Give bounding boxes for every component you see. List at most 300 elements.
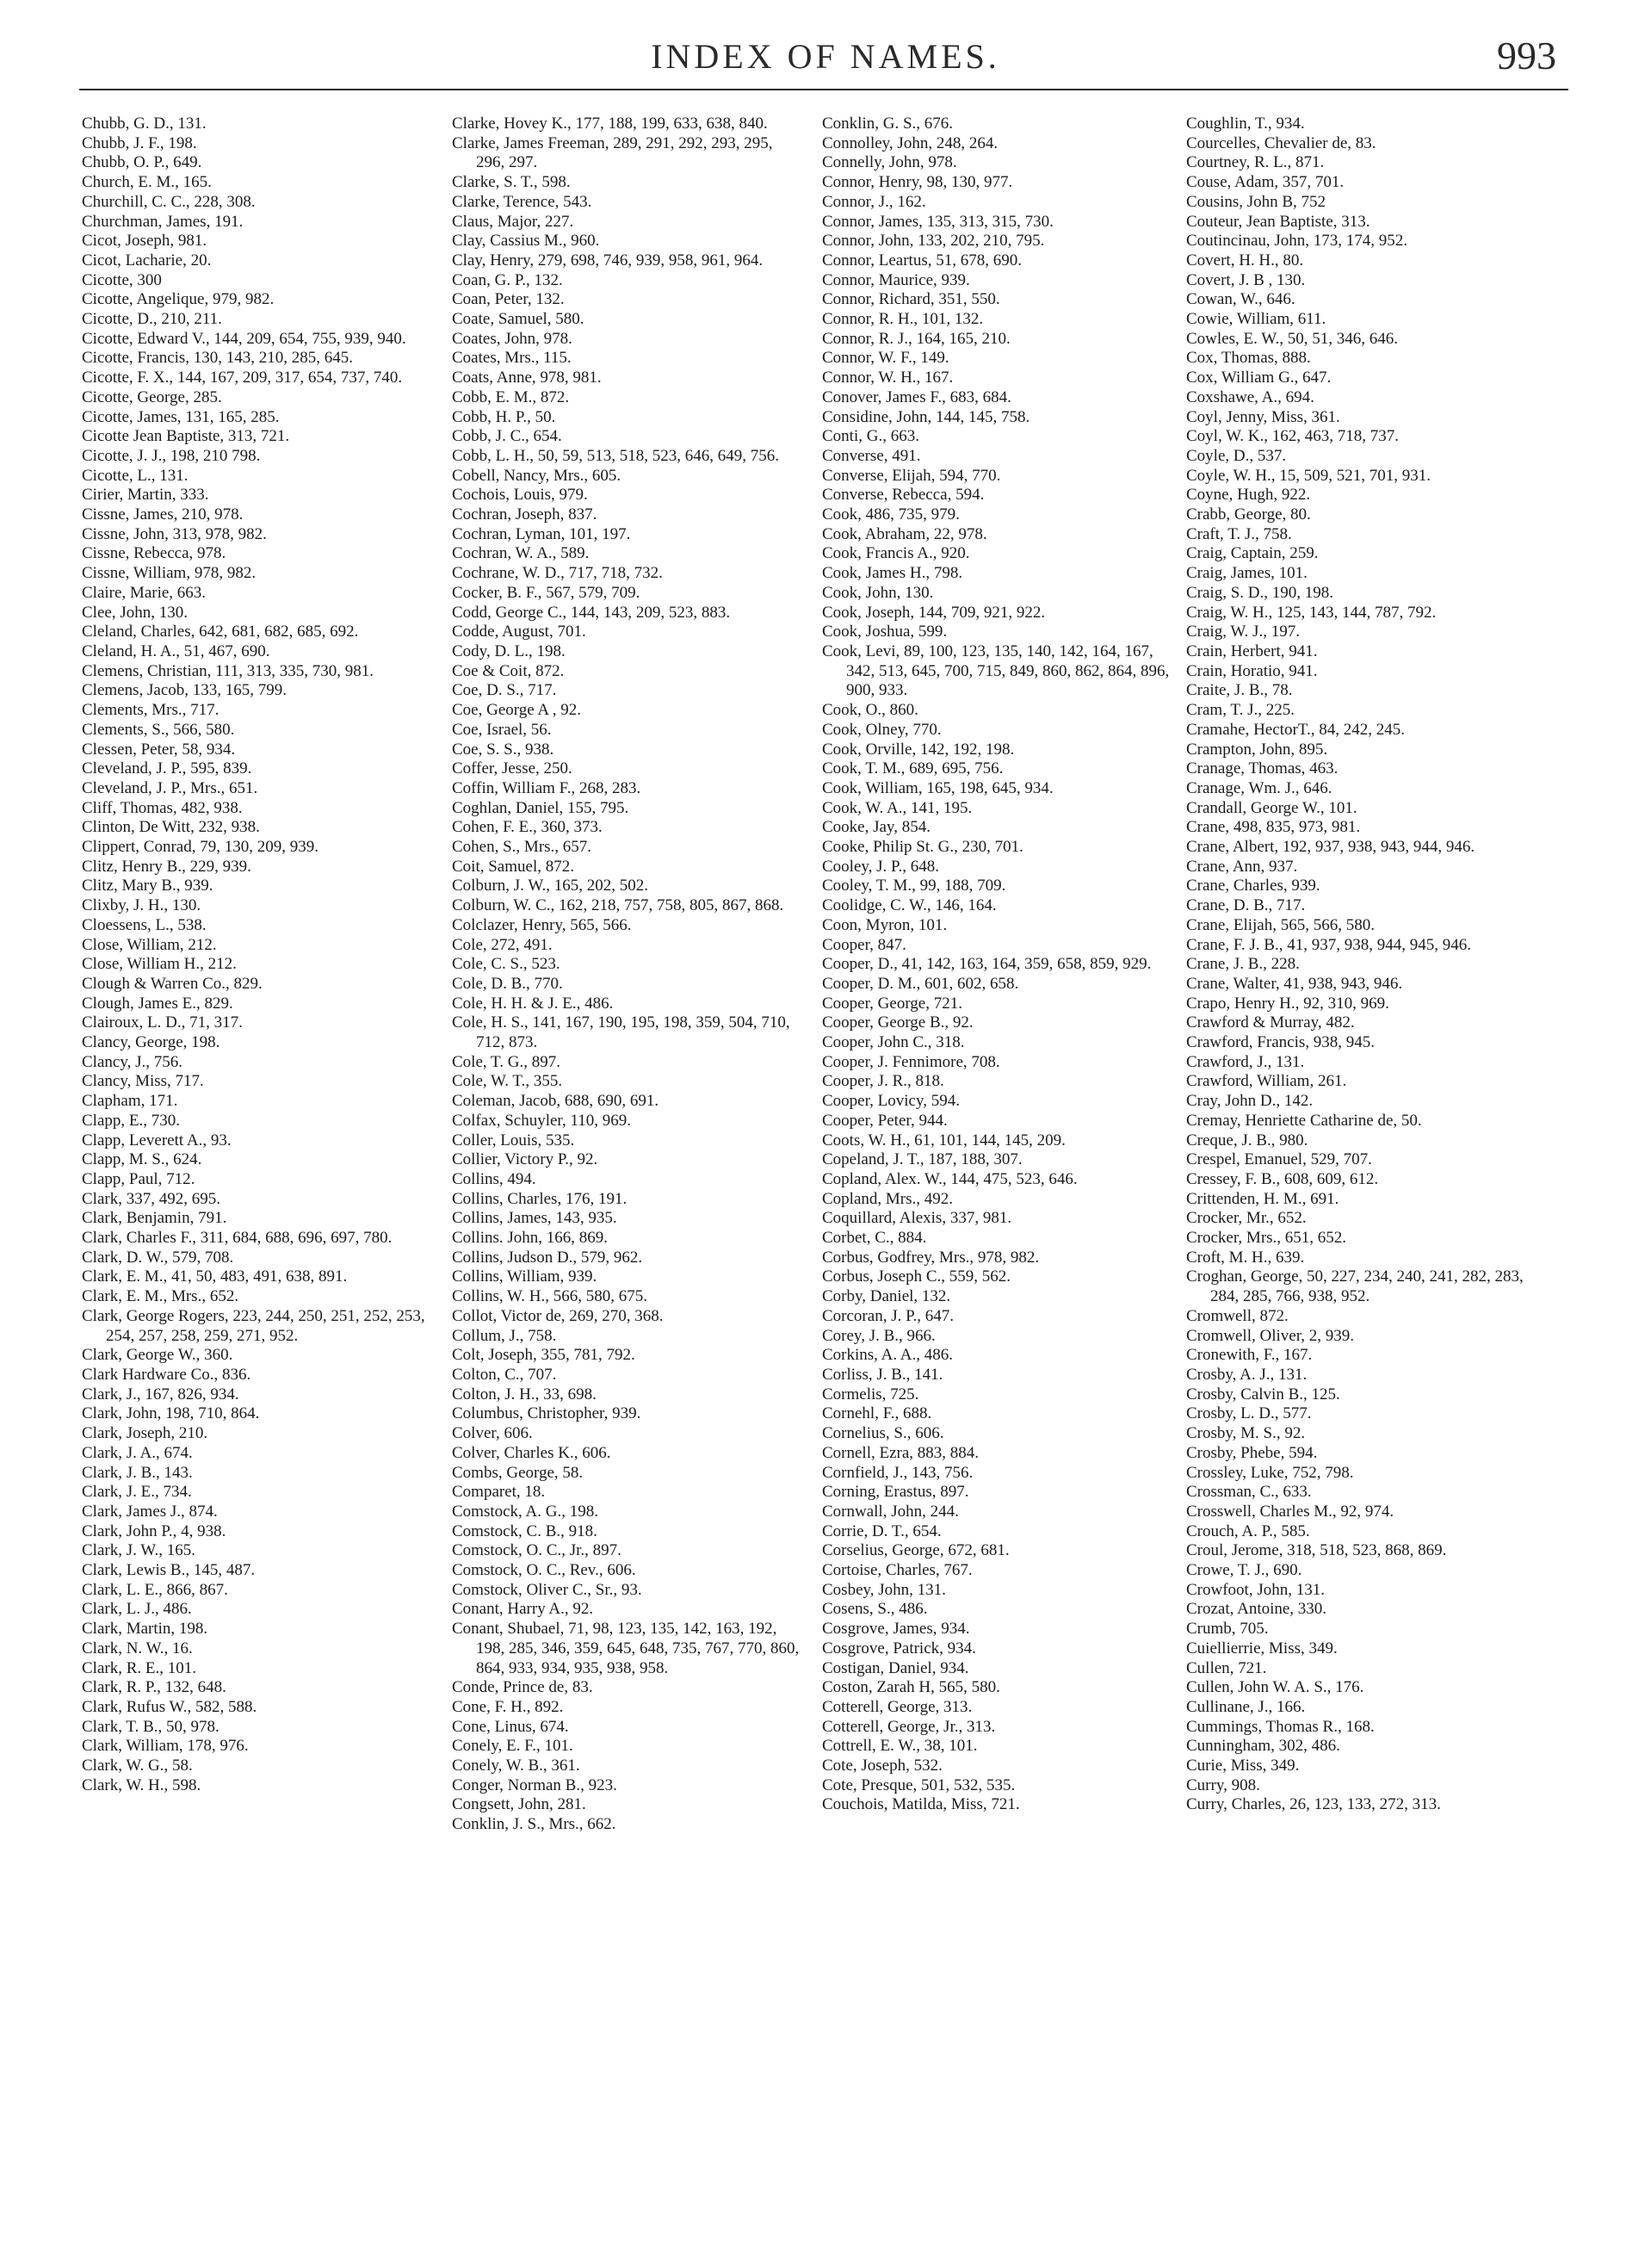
index-entry: Crane, J. B., 228.: [1186, 955, 1300, 974]
index-entry: Cortoise, Charles, 767.: [822, 1561, 973, 1580]
index-entry: Copland, Alex. W., 144, 475, 523, 646.: [822, 1169, 1078, 1188]
page-number: 993: [1497, 34, 1556, 77]
index-entry: Cornfield, J., 143, 756.: [822, 1463, 974, 1482]
index-entry: Close, William, 212.: [82, 935, 217, 954]
index-entry: Clairoux, L. D., 71, 317.: [82, 1013, 243, 1032]
index-entry: Cicotte, George, 285.: [82, 387, 222, 406]
index-entry: Connolley, John, 248, 264.: [822, 133, 999, 152]
index-entry: Clark, E. M., Mrs., 652.: [82, 1287, 239, 1306]
index-entry: Cook, Orville, 142, 192, 198.: [822, 740, 1015, 759]
index-entry: Cook, Levi, 89, 100, 123, 135, 140, 142, 164, 167, 342, 513, 645, 700, 715, 849, 860, 862, 864, 896, 900, 933.: [822, 641, 1170, 700]
index-entry: Clark, William, 178, 976.: [82, 1737, 249, 1756]
index-entry: Coutincinau, John, 173, 174, 952.: [1186, 232, 1408, 251]
index-entry: Collins, James, 143, 935.: [452, 1209, 617, 1228]
index-entry: Cook, 486, 735, 979.: [822, 505, 960, 524]
index-entry: Conde, Prince de, 83.: [452, 1678, 593, 1697]
index-entry: Coe, S. S., 938.: [452, 740, 554, 759]
index-entry: Corrie, D. T., 654.: [822, 1521, 942, 1540]
index-entry: Clark, W. G., 58.: [82, 1757, 193, 1775]
index-entry: Cody, D. L., 198.: [452, 641, 566, 660]
index-entry: Coe, D. S., 717.: [452, 681, 557, 700]
index-entry: Cosgrove, Patrick, 934.: [822, 1639, 976, 1658]
index-entry: Clinton, De Witt, 232, 938.: [82, 818, 260, 837]
index-entry: Collum, J., 758.: [452, 1326, 557, 1345]
index-entry: Crowfoot, John, 131.: [1186, 1580, 1325, 1599]
index-entry: Coyne, Hugh, 922.: [1186, 486, 1311, 505]
index-entry: Cooley, J. P., 648.: [822, 857, 940, 876]
index-entry: Crawford, William, 261.: [1186, 1072, 1347, 1091]
index-entry: Cook, William, 165, 198, 645, 934.: [822, 778, 1054, 797]
index-entry: Crane, Charles, 939.: [1186, 877, 1320, 895]
index-entry: Considine, John, 144, 145, 758.: [822, 407, 1030, 426]
index-entry: Cole, T. G., 897.: [452, 1052, 560, 1071]
index-entry: Cullen, 721.: [1186, 1658, 1267, 1677]
index-entry: Cronewith, F., 167.: [1186, 1346, 1313, 1365]
index-entry: Clark, J. W., 165.: [82, 1541, 195, 1560]
index-entry: Clancy, Miss, 717.: [82, 1072, 204, 1091]
index-entry: Converse, Rebecca, 594.: [822, 486, 985, 505]
index-entry: Crane, Ann, 937.: [1186, 857, 1298, 876]
index-entry: Coe & Coit, 872.: [452, 661, 565, 680]
index-entry: Coates, Mrs., 115.: [452, 349, 572, 368]
index-entry: Clancy, J., 756.: [82, 1052, 182, 1071]
index-entry: Cote, Presque, 501, 532, 535.: [822, 1775, 1016, 1794]
index-column-2: [452, 115, 801, 1835]
index-entry: Clark, J. B., 143.: [82, 1463, 193, 1482]
index-entry: Clay, Henry, 279, 698, 746, 939, 958, 961, 964.: [452, 251, 764, 270]
index-entry: Clippert, Conrad, 79, 130, 209, 939.: [82, 838, 318, 857]
index-entry: Clixby, J. H., 130.: [82, 896, 201, 915]
index-entry: Coats, Anne, 978, 981.: [452, 369, 602, 387]
index-entry: Cohen, S., Mrs., 657.: [452, 838, 592, 857]
index-entry: Clark, R. E., 101.: [82, 1658, 196, 1677]
index-entry: Cooke, Philip St. G., 230, 701.: [822, 838, 1023, 857]
index-entry: Cochran, Lyman, 101, 197.: [452, 524, 631, 543]
index-entry: Cicotte, Francis, 130, 143, 210, 285, 645.: [82, 349, 354, 368]
index-entry: Cobb, L. H., 50, 59, 513, 518, 523, 646, 649, 756.: [452, 446, 779, 465]
index-entry: Cissne, John, 313, 978, 982.: [82, 524, 267, 543]
index-entry: Codde, August, 701.: [452, 623, 586, 641]
index-entry: Connor, Maurice, 939.: [822, 270, 970, 289]
index-entry: Cochran, Joseph, 837.: [452, 505, 597, 524]
index-entry: Conklin, J. S., Mrs., 662.: [452, 1815, 616, 1834]
index-entry: Cicotte, 300: [82, 270, 162, 289]
index-entry: Clark, Joseph, 210.: [82, 1424, 208, 1443]
index-entry: Clark, E. M., 41, 50, 483, 491, 638, 891.: [82, 1267, 348, 1286]
index-entry: Cicotte, Angelique, 979, 982.: [82, 290, 275, 309]
index-entry: Clark, Charles F., 311, 684, 688, 696, 697, 780.: [82, 1229, 393, 1248]
index-entry: Coxshawe, A., 694.: [1186, 387, 1314, 406]
index-entry: Cottrell, E. W., 38, 101.: [822, 1737, 978, 1756]
index-entry: Cousins, John B, 752: [1186, 192, 1326, 211]
index-entry: Comstock, Oliver C., Sr., 93.: [452, 1580, 642, 1599]
index-entry: Codd, George C., 144, 143, 209, 523, 883.: [452, 603, 731, 622]
index-entry: Cicot, Lacharie, 20.: [82, 251, 212, 270]
index-column-3: [822, 115, 1171, 1815]
index-entry: Clark, J. E., 734.: [82, 1483, 192, 1502]
index-entry: Chubb, G. D., 131.: [82, 115, 207, 133]
index-entry: Coolidge, C. W., 146, 164.: [822, 896, 997, 915]
index-entry: Cicotte, D., 210, 211.: [82, 310, 222, 329]
index-entry: Cook, Olney, 770.: [822, 720, 942, 739]
index-entry: Clapp, E., 730.: [82, 1111, 180, 1130]
index-entry: Clark, W. H., 598.: [82, 1775, 201, 1794]
index-entry: Crane, Albert, 192, 937, 938, 943, 944, 946.: [1186, 838, 1475, 857]
index-entry: Cromwell, Oliver, 2, 939.: [1186, 1326, 1355, 1345]
index-entry: Cicotte, James, 131, 165, 285.: [82, 407, 280, 426]
index-entry: Covert, J. B , 130.: [1186, 270, 1306, 289]
index-entry: Craig, W. J., 197.: [1186, 623, 1300, 641]
page-header: [0, 24, 1651, 84]
index-entry: Converse, Elijah, 594, 770.: [822, 466, 1001, 485]
index-entry: Clark, John P., 4, 938.: [82, 1521, 226, 1540]
index-entry: Cowles, E. W., 50, 51, 346, 646.: [1186, 329, 1398, 348]
index-entry: Curry, 908.: [1186, 1775, 1260, 1794]
index-entry: Corselius, George, 672, 681.: [822, 1541, 1010, 1560]
index-entry: Collot, Victor de, 269, 270, 368.: [452, 1306, 664, 1325]
index-entry: Coyl, Jenny, Miss, 361.: [1186, 407, 1340, 426]
index-entry: Collins. John, 166, 869.: [452, 1229, 609, 1248]
index-entry: Craite, J. B., 78.: [1186, 681, 1293, 700]
index-entry: Corcoran, J. P., 647.: [822, 1306, 955, 1325]
index-entry: Cleland, H. A., 51, 467, 690.: [82, 641, 270, 660]
index-entry: Clark, T. B., 50, 978.: [82, 1717, 220, 1736]
index-entry: Crane, 498, 835, 973, 981.: [1186, 818, 1361, 837]
index-entry: Cook, Francis A., 920.: [822, 544, 970, 563]
index-entry: Clessen, Peter, 58, 934.: [82, 740, 236, 759]
index-entry: Crane, D. B., 717.: [1186, 896, 1306, 915]
index-entry: Clark, L. J., 486.: [82, 1600, 192, 1619]
index-entry: Crandall, George W., 101.: [1186, 798, 1357, 817]
index-entry: Cicotte, Edward V., 144, 209, 654, 755, 939, 940.: [82, 329, 406, 348]
index-entry: Craig, S. D., 190, 198.: [1186, 583, 1333, 602]
index-entry: Cole, D. B., 770.: [452, 974, 563, 993]
index-entry: Chubb, J. F., 198.: [82, 133, 197, 152]
index-entry: Colver, Charles K., 606.: [452, 1443, 611, 1462]
index-entry: Collins, Charles, 176, 191.: [452, 1189, 628, 1208]
index-entry: Coots, W. H., 61, 101, 144, 145, 209.: [822, 1131, 1066, 1149]
index-entry: Cotterell, George, 313.: [822, 1697, 973, 1716]
index-entry: Cornelius, S., 606.: [822, 1424, 944, 1443]
index-entry: Crosswell, Charles M., 92, 974.: [1186, 1502, 1394, 1521]
index-entry: Cram, T. J., 225.: [1186, 701, 1295, 720]
index-entry: Cooley, T. M., 99, 188, 709.: [822, 877, 1006, 895]
index-entry: Cooper, 847.: [822, 935, 906, 954]
index-entry: Clark, John, 198, 710, 864.: [82, 1404, 260, 1423]
index-entry: Cirier, Martin, 333.: [82, 486, 209, 505]
index-entry: Cleveland, J. P., 595, 839.: [82, 759, 252, 778]
index-entry: Clark, George Rogers, 223, 244, 250, 251, 252, 253, 254, 257, 258, 259, 271, 952.: [82, 1306, 425, 1345]
index-entry: Corning, Erastus, 897.: [822, 1483, 969, 1502]
index-entry: Cornell, Ezra, 883, 884.: [822, 1443, 980, 1462]
index-entry: Cochrane, W. D., 717, 718, 732.: [452, 564, 663, 583]
index-entry: Cook, Joseph, 144, 709, 921, 922.: [822, 603, 1046, 622]
index-entry: Clapp, Leverett A., 93.: [82, 1131, 232, 1149]
index-entry: Colfax, Schuyler, 110, 969.: [452, 1111, 632, 1130]
index-entry: Colt, Joseph, 355, 781, 792.: [452, 1346, 635, 1365]
index-entry: Collins, Judson D., 579, 962.: [452, 1248, 643, 1267]
index-entry: Clark, D. W., 579, 708.: [82, 1248, 234, 1267]
index-entry: Cicotte, L., 131.: [82, 466, 189, 485]
index-entry: Crane, Walter, 41, 938, 943, 946.: [1186, 974, 1403, 993]
index-entry: Cohen, F. E., 360, 373.: [452, 818, 603, 837]
index-entry: Churchman, James, 191.: [82, 212, 244, 231]
index-entry: Clapp, M. S., 624.: [82, 1150, 202, 1169]
index-entry: Crabb, George, 80.: [1186, 505, 1311, 524]
index-entry: Cooper, J. Fennimore, 708.: [822, 1052, 1000, 1071]
index-entry: Corbus, Godfrey, Mrs., 978, 982.: [822, 1248, 1040, 1267]
index-entry: Cullen, John W. A. S., 176.: [1186, 1678, 1364, 1697]
index-entry: Courcelles, Chevalier de, 83.: [1186, 133, 1376, 152]
index-entry: Cleveland, J. P., Mrs., 651.: [82, 778, 258, 797]
index-entry: Claus, Major, 227.: [452, 212, 574, 231]
index-entry: Cullinane, J., 166.: [1186, 1697, 1306, 1716]
index-entry: Coffin, William F., 268, 283.: [452, 778, 641, 797]
index-entry: Clapp, Paul, 712.: [82, 1169, 195, 1188]
index-column-1: [82, 115, 430, 1795]
index-entry: Cooper, Peter, 944.: [822, 1111, 948, 1130]
index-entry: Clark, Lewis B., 145, 487.: [82, 1561, 256, 1580]
index-entry: Colton, C., 707.: [452, 1366, 557, 1384]
index-entry: Connor, J., 162.: [822, 192, 926, 211]
index-entry: Connor, Richard, 351, 550.: [822, 290, 1000, 309]
index-entry: Cote, Joseph, 532.: [822, 1757, 943, 1775]
index-entry: Columbus, Christopher, 939.: [452, 1404, 641, 1423]
index-entry: Cliff, Thomas, 482, 938.: [82, 798, 243, 817]
index-entry: Craig, James, 101.: [1186, 564, 1308, 583]
index-entry: Crozat, Antoine, 330.: [1186, 1600, 1327, 1619]
index-entry: Connor, W. H., 167.: [822, 369, 954, 387]
index-entry: Cook, James H., 798.: [822, 564, 963, 583]
index-entry: Cremay, Henriette Catharine de, 50.: [1186, 1111, 1422, 1130]
index-entry: Cox, Thomas, 888.: [1186, 349, 1311, 368]
index-entry: Clarke, Terence, 543.: [452, 192, 592, 211]
index-entry: Cooke, Jay, 854.: [822, 818, 931, 837]
index-entry: Coffer, Jesse, 250.: [452, 759, 572, 778]
index-entry: Cosbey, John, 131.: [822, 1580, 946, 1599]
index-entry: Crossman, C., 633.: [1186, 1483, 1312, 1502]
index-entry: Crumb, 705.: [1186, 1620, 1269, 1639]
header-rule: [79, 89, 1568, 90]
index-entry: Cochran, W. A., 589.: [452, 544, 590, 563]
index-entry: Conant, Harry A., 92.: [452, 1600, 594, 1619]
index-entry: Collins, William, 939.: [452, 1267, 597, 1286]
index-entry: Coller, Louis, 535.: [452, 1131, 575, 1149]
index-entry: Cummings, Thomas R., 168.: [1186, 1717, 1375, 1736]
index-entry: Clark, Rufus W., 582, 588.: [82, 1697, 257, 1716]
index-entry: Coleman, Jacob, 688, 690, 691.: [452, 1092, 659, 1111]
index-entry: Conely, W. B., 361.: [452, 1757, 580, 1775]
index-entry: Clarke, James Freeman, 289, 291, 292, 293, 295, 296, 297.: [452, 133, 773, 172]
index-entry: Coan, Peter, 132.: [452, 290, 565, 309]
index-entry: Cochois, Louis, 979.: [452, 486, 588, 505]
index-entry: Clee, John, 130.: [82, 603, 188, 622]
index-entry: Connor, R. H., 101, 132.: [822, 310, 984, 329]
index-entry: Clemens, Jacob, 133, 165, 799.: [82, 681, 288, 700]
index-entry: Clark, Benjamin, 791.: [82, 1209, 227, 1228]
index-entry: Copeland, J. T., 187, 188, 307.: [822, 1150, 1023, 1169]
index-entry: Cicot, Joseph, 981.: [82, 232, 207, 251]
index-entry: Clarke, Hovey K., 177, 188, 199, 633, 638, 840.: [452, 115, 768, 133]
index-entry: Conover, James F., 683, 684.: [822, 387, 1011, 406]
index-entry: Crosby, A. J., 131.: [1186, 1366, 1308, 1384]
index-entry: Connor, John, 133, 202, 210, 795.: [822, 232, 1045, 251]
index-entry: Coquillard, Alexis, 337, 981.: [822, 1209, 1012, 1228]
index-entry: Cole, H. H. & J. E., 486.: [452, 994, 614, 1013]
index-entry: Corbet, C., 884.: [822, 1229, 927, 1248]
index-entry: Cook, W. A., 141, 195.: [822, 798, 973, 817]
index-entry: Crawford, J., 131.: [1186, 1052, 1305, 1071]
index-entry: Corbus, Joseph C., 559, 562.: [822, 1267, 1011, 1286]
index-entry: Claire, Marie, 663.: [82, 583, 207, 602]
index-entry: Colton, J. H., 33, 698.: [452, 1385, 597, 1404]
index-entry: Crawford & Murray, 482.: [1186, 1013, 1355, 1032]
index-entry: Clay, Cassius M., 960.: [452, 232, 600, 251]
index-entry: Church, E. M., 165.: [82, 173, 212, 192]
index-entry: Crane, F. J. B., 41, 937, 938, 944, 945, 946.: [1186, 935, 1471, 954]
index-entry: Crittenden, H. M., 691.: [1186, 1189, 1339, 1208]
index-entry: Collins, 494.: [452, 1169, 536, 1188]
index-entry: Cicotte Jean Baptiste, 313, 721.: [82, 427, 290, 446]
index-entry: Converse, 491.: [822, 446, 921, 465]
index-entry: Cobb, E. M., 872.: [452, 387, 570, 406]
index-entry: Cole, C. S., 523.: [452, 955, 560, 974]
index-entry: Cobell, Nancy, Mrs., 605.: [452, 466, 621, 485]
index-entry: Crespel, Emanuel, 529, 707.: [1186, 1150, 1372, 1169]
index-entry: Covert, H. H., 80.: [1186, 251, 1304, 270]
index-entry: Corkins, A. A., 486.: [822, 1346, 954, 1365]
index-entry: Corby, Daniel, 132.: [822, 1287, 951, 1306]
index-entry: Cole, W. T., 355.: [452, 1072, 563, 1091]
index-entry: Crosby, L. D., 577.: [1186, 1404, 1312, 1423]
index-entry: Clark, R. P., 132, 648.: [82, 1678, 226, 1697]
index-entry: Croghan, George, 50, 227, 234, 240, 241, 282, 283, 284, 285, 766, 938, 952.: [1186, 1267, 1524, 1306]
index-entry: Cissne, James, 210, 978.: [82, 505, 244, 524]
index-entry: Coe, Israel, 56.: [452, 720, 552, 739]
index-entry: Colclazer, Henry, 565, 566.: [452, 915, 632, 934]
index-entry: Conant, Shubael, 71, 98, 123, 135, 142, 163, 192, 198, 285, 346, 359, 645, 648, 735, 767, 770, 860, 864, 933, 934, 935, 938, 958.: [452, 1620, 800, 1677]
index-entry: Cobb, H. P., 50.: [452, 407, 556, 426]
index-entry: Close, William H., 212.: [82, 955, 237, 974]
index-entry: Conger, Norman B., 923.: [452, 1775, 617, 1794]
index-entry: Conti, G., 663.: [822, 427, 919, 446]
index-entry: Connor, R. J., 164, 165, 210.: [822, 329, 1011, 348]
index-entry: Cissne, Rebecca, 978.: [82, 544, 226, 563]
index-entry: Colburn, J. W., 165, 202, 502.: [452, 877, 649, 895]
index-entry: Curie, Miss, 349.: [1186, 1757, 1300, 1775]
index-entry: Coughlin, T., 934.: [1186, 115, 1305, 133]
index-entry: Clark, Martin, 198.: [82, 1620, 208, 1639]
index-entry: Clark, 337, 492, 695.: [82, 1189, 220, 1208]
index-entry: Crosby, Phebe, 594.: [1186, 1443, 1318, 1462]
index-entry: Coan, G. P., 132.: [452, 270, 563, 289]
index-entry: Clarke, S. T., 598.: [452, 173, 571, 192]
index-entry: Combs, George, 58.: [452, 1463, 584, 1482]
index-entry: Comparet, 18.: [452, 1483, 546, 1502]
index-entry: Clark, J., 167, 826, 934.: [82, 1385, 239, 1404]
index-entry: Crosby, Calvin B., 125.: [1186, 1385, 1340, 1404]
index-entry: Cook, Joshua, 599.: [822, 623, 948, 641]
index-entry: Cook, Abraham, 22, 978.: [822, 524, 987, 543]
index-entry: Cook, T. M., 689, 695, 756.: [822, 759, 1004, 778]
index-entry: Coates, John, 978.: [452, 329, 572, 348]
index-entry: Courtney, R. L., 871.: [1186, 153, 1325, 172]
index-entry: Cromwell, 872.: [1186, 1306, 1289, 1325]
index-entry: Cooper, George B., 92.: [822, 1013, 974, 1032]
index-entry: Comstock, O. C., Rev., 606.: [452, 1561, 636, 1580]
index-entry: Crampton, John, 895.: [1186, 740, 1328, 759]
index-entry: Colver, 606.: [452, 1424, 533, 1443]
index-entry: Couchois, Matilda, Miss, 721.: [822, 1795, 1020, 1814]
index-entry: Crain, Horatio, 941.: [1186, 661, 1318, 680]
index-entry: Crocker, Mr., 652.: [1186, 1209, 1307, 1228]
index-entry: Cone, F. H., 892.: [452, 1697, 564, 1716]
index-entry: Clark, L. E., 866, 867.: [82, 1580, 228, 1599]
index-entry: Cressey, F. B., 608, 609, 612.: [1186, 1169, 1379, 1188]
index-entry: Crosby, M. S., 92.: [1186, 1424, 1306, 1443]
index-entry: Comstock, C. B., 918.: [452, 1521, 597, 1540]
index-entry: Coyle, D., 537.: [1186, 446, 1287, 465]
running-title: INDEX OF NAMES.: [651, 37, 1000, 76]
index-entry: Cooper, Lovicy, 594.: [822, 1092, 961, 1111]
index-entry: Craig, W. H., 125, 143, 144, 787, 792.: [1186, 603, 1437, 622]
index-entry: Crossley, Luke, 752, 798.: [1186, 1463, 1354, 1482]
index-entry: Clements, S., 566, 580.: [82, 720, 235, 739]
index-entry: Cramahe, HectorT., 84, 242, 245.: [1186, 720, 1405, 739]
index-columns: [82, 115, 1575, 2233]
index-entry: Coit, Samuel, 872.: [452, 857, 574, 876]
index-entry: Cooper, D. M., 601, 602, 658.: [822, 974, 1019, 993]
index-entry: Cole, H. S., 141, 167, 190, 195, 198, 359, 504, 710, 712, 873.: [452, 1013, 790, 1052]
index-entry: Coyl, W. K., 162, 463, 718, 737.: [1186, 427, 1400, 446]
index-entry: Cosens, S., 486.: [822, 1600, 928, 1619]
index-entry: Collier, Victory P., 92.: [452, 1150, 598, 1169]
index-entry: Couse, Adam, 357, 701.: [1186, 173, 1345, 192]
index-entry: Craig, Captain, 259.: [1186, 544, 1319, 563]
index-entry: Connor, W. F., 149.: [822, 349, 949, 368]
index-entry: Connor, Henry, 98, 130, 977.: [822, 173, 1013, 192]
index-entry: Crawford, Francis, 938, 945.: [1186, 1033, 1375, 1052]
index-entry: Comstock, O. C., Jr., 897.: [452, 1541, 621, 1560]
index-column-4: [1186, 115, 1535, 1815]
index-entry: Clemens, Christian, 111, 313, 335, 730, 981.: [82, 661, 374, 680]
index-entry: Cranage, Wm. J., 646.: [1186, 778, 1333, 797]
index-entry: Cicotte, F. X., 144, 167, 209, 317, 654, 737, 740.: [82, 369, 403, 387]
index-entry: Crocker, Mrs., 651, 652.: [1186, 1229, 1347, 1248]
index-entry: Creque, J. B., 980.: [1186, 1131, 1308, 1149]
index-entry: Cone, Linus, 674.: [452, 1717, 569, 1736]
index-entry: Clough & Warren Co., 829.: [82, 974, 263, 993]
index-entry: Cray, John D., 142.: [1186, 1092, 1314, 1111]
index-entry: Crouch, A. P., 585.: [1186, 1521, 1310, 1540]
index-entry: Cole, 272, 491.: [452, 935, 553, 954]
index-entry: Croft, M. H., 639.: [1186, 1248, 1305, 1267]
index-entry: Cormelis, 725.: [822, 1385, 919, 1404]
index-entry: Crapo, Henry H., 92, 310, 969.: [1186, 994, 1389, 1013]
index-entry: Clark, N. W., 16.: [82, 1639, 193, 1658]
index-entry: Cowie, William, 611.: [1186, 310, 1326, 329]
index-entry: Cissne, William, 978, 982.: [82, 564, 257, 583]
index-entry: Coston, Zarah H, 565, 580.: [822, 1678, 1000, 1697]
index-entry: Cobb, J. C., 654.: [452, 427, 562, 446]
index-entry: Connor, Leartus, 51, 678, 690.: [822, 251, 1022, 270]
index-entry: Clough, James E., 829.: [82, 994, 233, 1013]
index-entry: Cosgrove, James, 934.: [822, 1620, 970, 1639]
index-entry: Curry, Charles, 26, 123, 133, 272, 313.: [1186, 1795, 1441, 1814]
index-entry: Clark, James J., 874.: [82, 1502, 218, 1521]
index-entry: Coghlan, Daniel, 155, 795.: [452, 798, 629, 817]
index-entry: Conklin, G. S., 676.: [822, 115, 954, 133]
